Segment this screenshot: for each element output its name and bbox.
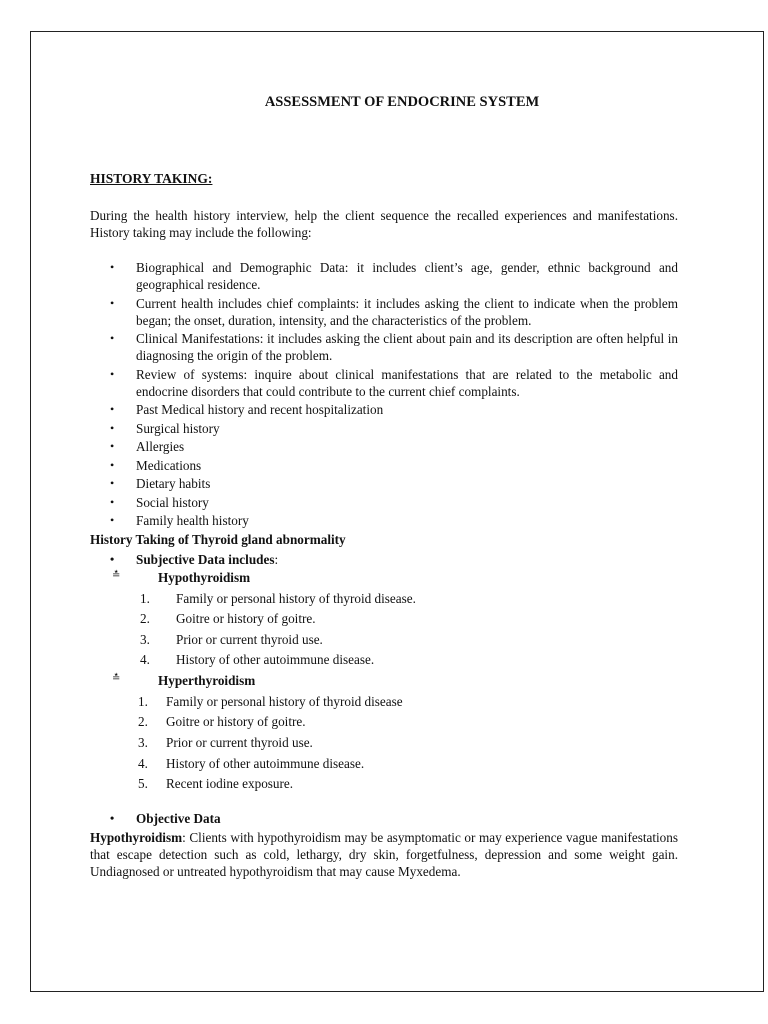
item-text: Goitre or history of goitre. [166,714,306,730]
intro-paragraph: During the health history interview, help the client sequence the recalled experiences and manifestations. History taking may include the following: [90,208,678,240]
list-item [90,713,678,730]
subjective-data-label: Subjective Data includes [136,551,275,567]
item-text: Recent iodine exposure. [166,776,294,792]
item-number: 1. [138,693,148,709]
history-list [90,259,678,529]
list-item [90,590,678,607]
list-item: • Family health history [90,512,678,529]
list-item [90,693,678,710]
hypothyroidism-list [90,590,678,669]
list-item [90,775,678,792]
hypothyroidism-description: : Clients with hypothyroidism may be asymptomatic or may experience vague manifestations that escape detection such as cold, lethargy, dry skin, forgetfulness, depression and some weight gain. Undiagnosed or untreated hypothyroidism that may cause Myxedema. [90,830,678,880]
item-number: 3. [138,735,148,751]
list-item [90,734,678,751]
list-item [90,631,678,648]
item-number: 3. [140,631,150,647]
arrow-bullet-icon: ≛ [112,672,121,684]
list-item: • Current health includes chief complaints: it includes asking the client to indicate when the problem began; the onset, duration, intensity, and the characteristics of the problem. [90,295,678,329]
item-text: Family or personal history of thyroid disease [166,693,403,709]
hypothyroidism-heading [90,569,678,586]
list-item: • Social history [90,494,678,511]
list-item: • Dietary habits [90,475,678,492]
list-item: • Biographical and Demographic Data: it includes client’s age, gender, ethnic background and geographical residence. [90,259,678,293]
item-text: History of other autoimmune disease. [176,652,375,668]
hypothyroidism-term: Hypothyroidism [90,830,183,846]
list-item: • Medications [90,457,678,474]
thyroid-heading: History Taking of Thyroid gland abnormality [90,531,346,547]
list-item: • Allergies [90,438,678,455]
list-item: • Review of systems: inquire about clinical manifestations that are related to the metabolic and endocrine disorders that could contribute to the current chief complaints. [90,366,678,400]
item-text: Family or personal history of thyroid disease. [176,590,416,606]
item-number: 4. [140,652,150,668]
list-item: • Surgical history [90,420,678,437]
list-item [90,755,678,772]
item-text: Goitre or history of goitre. [176,611,316,627]
item-text: Prior or current thyroid use. [176,631,323,647]
list-item: • Past Medical history and recent hospitalization [90,401,678,418]
subjective-data-item [90,551,678,568]
document-title: ASSESSMENT OF ENDOCRINE SYSTEM [264,94,540,110]
document-content [90,94,678,880]
arrow-bullet-icon: ≛ [112,569,121,581]
list-item [90,651,678,668]
item-number: 4. [138,755,148,771]
item-number: 2. [138,714,148,730]
item-text: History of other autoimmune disease. [166,755,365,771]
item-number: 1. [140,590,150,606]
subjective-colon: : [274,551,279,567]
hyperthyroidism-label: Hyperthyroidism [158,672,256,688]
list-item: • Clinical Manifestations: it includes asking the client about pain and its description are often helpful in diagnosing the origin of the problem. [90,330,678,364]
item-number: 2. [140,611,150,627]
objective-data-item [90,810,678,827]
item-number: 5. [138,776,148,792]
hyperthyroidism-list [90,693,678,792]
history-taking-heading: HISTORY TAKING: [90,171,213,186]
hyperthyroidism-heading [90,672,678,689]
item-text: Prior or current thyroid use. [166,735,313,751]
list-item [90,610,678,627]
hypothyroidism-label: Hypothyroidism [158,569,251,585]
objective-data-label: Objective Data [136,811,221,827]
hypothyroidism-paragraph [90,829,678,880]
